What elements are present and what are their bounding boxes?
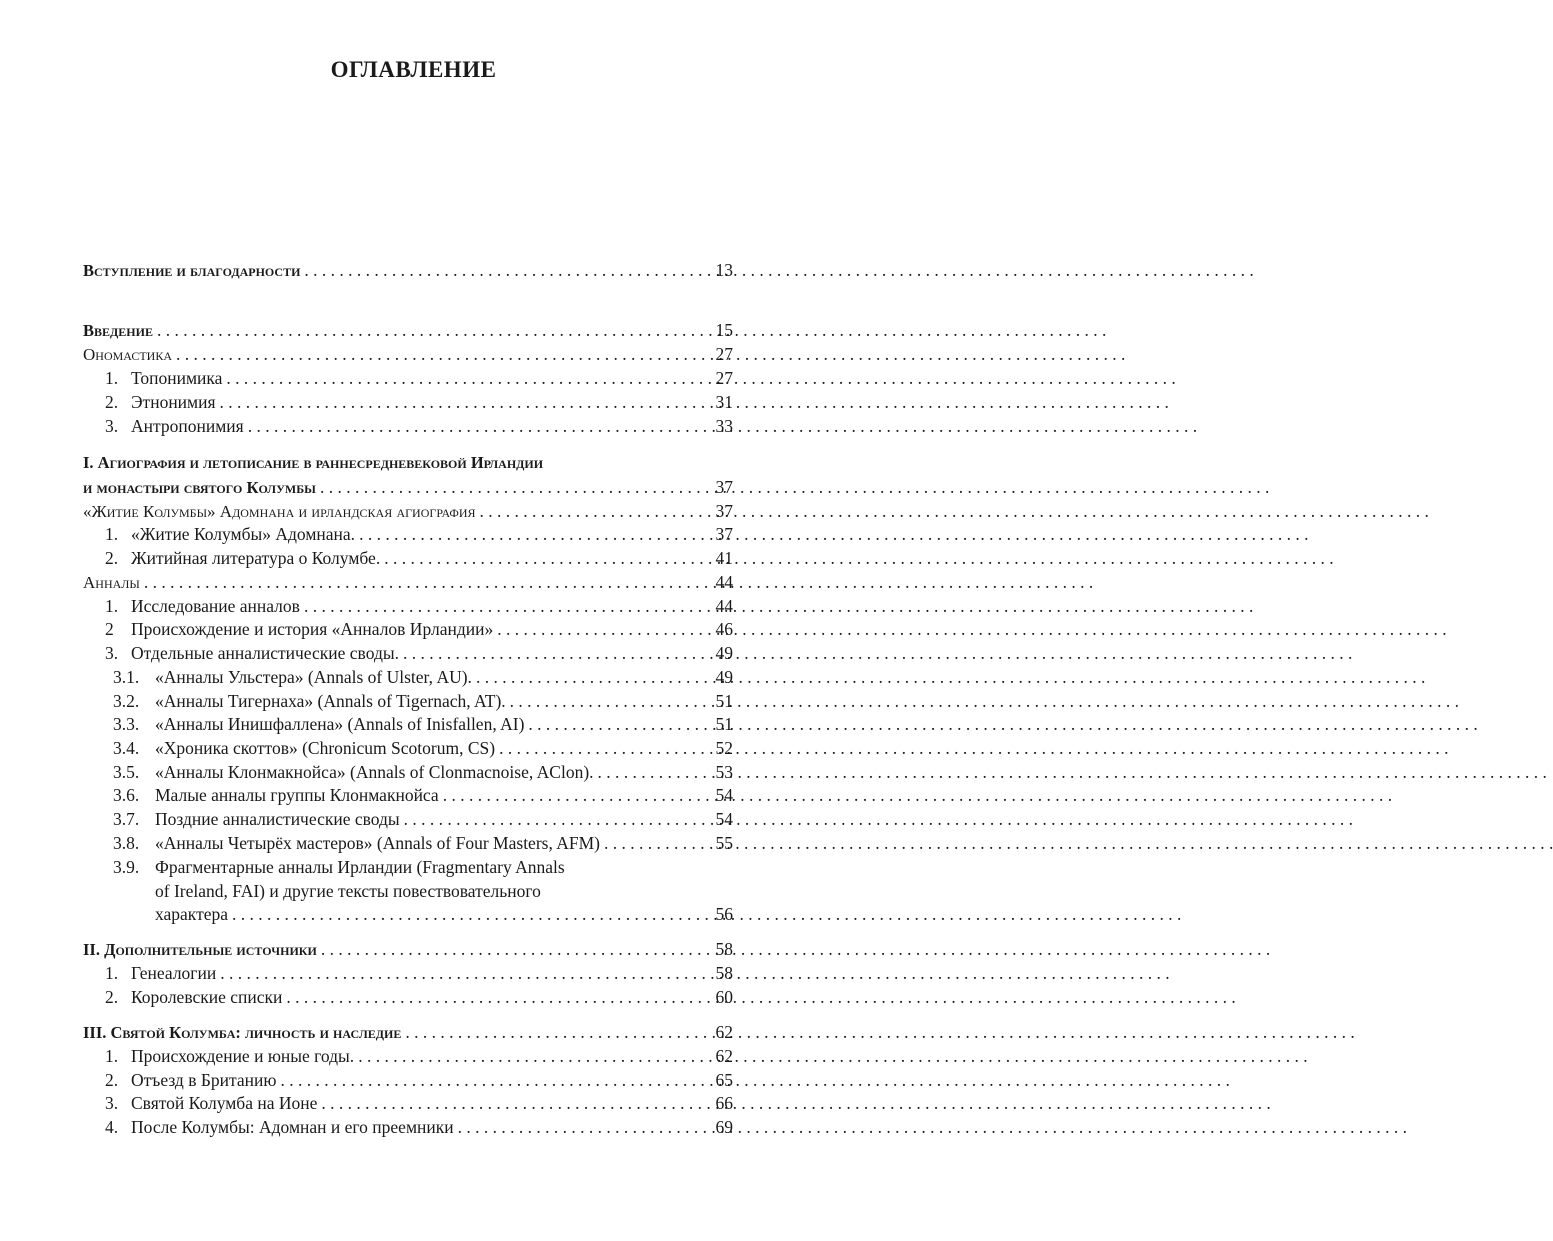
entry-label: «Анналы Четырёх мастеров» (Annals of Four Masters, AFM) bbox=[155, 833, 601, 853]
entry-number: 1. bbox=[105, 963, 119, 983]
leader-dots bbox=[399, 641, 703, 665]
leader-dots bbox=[282, 985, 703, 1009]
entry-label: Житийная литература о Колумбе. bbox=[131, 548, 381, 568]
leader-dots bbox=[276, 1068, 703, 1092]
page-number: 62 bbox=[715, 1022, 733, 1042]
entry-label: Малые анналы группы Клонмакнойса bbox=[155, 785, 439, 805]
entry-number: 3.3. bbox=[113, 714, 140, 734]
page-number: 13 bbox=[715, 260, 733, 280]
entry-label: Введение bbox=[83, 321, 153, 340]
entry-label: характера bbox=[155, 904, 229, 924]
page-number: 44 bbox=[715, 596, 733, 616]
entry-label: «Анналы Клонмакнойса» (Annals of Clonmacnoise, AClon). bbox=[155, 762, 594, 782]
toc-entry-annals-research[interactable] bbox=[105, 594, 733, 618]
page-number: 37 bbox=[715, 477, 733, 497]
entry-number: 2. bbox=[105, 987, 119, 1007]
entry-label: II. Дополнительные источники bbox=[83, 940, 317, 959]
toc-entry-late-annals[interactable] bbox=[113, 807, 733, 831]
leader-dots bbox=[172, 342, 703, 366]
page-number: 54 bbox=[715, 785, 733, 805]
leader-dots bbox=[140, 570, 703, 594]
toc-entry-aclon[interactable] bbox=[113, 760, 733, 784]
leader-dots bbox=[153, 318, 703, 342]
page-number: 46 bbox=[715, 619, 733, 639]
page-number: 52 bbox=[715, 738, 733, 758]
page-number: 60 bbox=[715, 987, 733, 1007]
page-number: 58 bbox=[715, 939, 733, 959]
toc-entry-at[interactable] bbox=[113, 689, 733, 713]
leader-dots bbox=[594, 760, 703, 784]
page-number: 49 bbox=[715, 643, 733, 663]
page-number: 37 bbox=[715, 501, 733, 521]
entry-label: Генеалогии bbox=[131, 963, 217, 983]
entry-label: Королевские списки bbox=[131, 987, 283, 1007]
toc-entry-au[interactable] bbox=[113, 665, 733, 689]
leader-dots bbox=[600, 831, 703, 855]
toc-entry-ai[interactable] bbox=[113, 712, 733, 736]
leader-dots bbox=[216, 961, 703, 985]
entry-label: «Житие Колумбы» Адомнана и ирландская агиография bbox=[83, 502, 476, 521]
toc-entry-vita-section[interactable] bbox=[83, 499, 733, 523]
toc-entry-part1-title-cont[interactable] bbox=[83, 475, 733, 499]
page-number: 37 bbox=[715, 524, 733, 544]
page-number: 41 bbox=[715, 548, 733, 568]
page-number: 15 bbox=[715, 320, 733, 340]
leader-dots bbox=[317, 1091, 703, 1115]
toc-entry-anthroponymy[interactable] bbox=[105, 414, 733, 438]
page-number: 65 bbox=[715, 1070, 733, 1090]
entry-label: «Хроника скоттов» (Chronicum Scotorum, CS) bbox=[155, 738, 496, 758]
entry-label: Происхождение и юные годы. bbox=[131, 1046, 355, 1066]
entry-label: Фрагментарные анналы Ирландии (Fragmentary Annals bbox=[155, 857, 565, 877]
leader-dots bbox=[495, 736, 703, 760]
entry-number: 1. bbox=[105, 368, 119, 388]
page-title: ОГЛАВЛЕНИЕ bbox=[330, 57, 497, 82]
entry-label: Святой Колумба на Ионе bbox=[131, 1093, 318, 1113]
entry-number: 3.9. bbox=[113, 857, 140, 877]
toc-entry-toponymy[interactable] bbox=[105, 366, 733, 390]
entry-number: 4. bbox=[105, 1117, 119, 1137]
page-number: 27 bbox=[715, 368, 733, 388]
page-number: 53 bbox=[715, 762, 733, 782]
leader-dots bbox=[300, 594, 703, 618]
toc-entry-fai[interactable] bbox=[113, 855, 733, 879]
page-number: 62 bbox=[715, 1046, 733, 1066]
entry-label: «Анналы Инишфаллена» (Annals of Inisfallen, AI) bbox=[155, 714, 525, 734]
leader-dots bbox=[400, 807, 703, 831]
leader-dots bbox=[454, 1115, 703, 1139]
entry-label: Анналы bbox=[83, 573, 140, 592]
entry-number: 3.7. bbox=[113, 809, 140, 829]
entry-label: Исследование анналов bbox=[131, 596, 300, 616]
entry-number: 3. bbox=[105, 1093, 119, 1113]
leader-dots bbox=[439, 783, 703, 807]
entry-number: 2. bbox=[105, 392, 119, 412]
toc-entry-part2[interactable] bbox=[83, 937, 733, 961]
entry-label: Этнонимия bbox=[131, 392, 216, 412]
toc-entry-onomastics[interactable] bbox=[83, 342, 733, 366]
leader-dots bbox=[380, 546, 703, 570]
entry-label: Топонимика bbox=[131, 368, 223, 388]
toc-entry-part1-title[interactable] bbox=[83, 451, 733, 475]
toc-entry-part3[interactable] bbox=[83, 1020, 733, 1044]
toc-entry-introduction[interactable] bbox=[83, 318, 733, 342]
entry-label: Отдельные анналистические своды. bbox=[131, 643, 399, 663]
toc-entry-annals[interactable] bbox=[83, 570, 733, 594]
page-number: 44 bbox=[715, 572, 733, 592]
leader-dots bbox=[300, 258, 703, 282]
entry-label: и монастыри святого Колумбы bbox=[83, 478, 316, 497]
page-number: 54 bbox=[715, 809, 733, 829]
leader-dots bbox=[355, 522, 703, 546]
toc-entry-departure[interactable] bbox=[105, 1068, 733, 1092]
entry-label: of Ireland, FAI) и другие тексты повествовательного bbox=[155, 881, 541, 901]
toc-entry-vita-adomnan[interactable] bbox=[105, 522, 733, 546]
toc-entry-intro-thanks[interactable] bbox=[83, 258, 733, 282]
page-number: 33 bbox=[715, 416, 733, 436]
toc-entry-king-lists[interactable] bbox=[105, 985, 733, 1009]
entry-label: Вступление и благодарности bbox=[83, 261, 301, 280]
entry-label: Антропонимия bbox=[131, 416, 244, 436]
entry-number: 3.4. bbox=[113, 738, 140, 758]
page-number: 55 bbox=[715, 833, 733, 853]
toc-entry-cs[interactable] bbox=[113, 736, 733, 760]
toc-entry-annals-collections[interactable] bbox=[105, 641, 733, 665]
page-number: 51 bbox=[715, 691, 733, 711]
entry-number: 1. bbox=[105, 1046, 119, 1066]
leader-dots bbox=[244, 414, 703, 438]
page-number: 58 bbox=[715, 963, 733, 983]
entry-number: 3. bbox=[105, 416, 119, 436]
toc-entry-fai-cont[interactable] bbox=[155, 879, 733, 903]
entry-label: «Анналы Ульстера» (Annals of Ulster, AU). bbox=[155, 667, 472, 687]
leader-dots bbox=[493, 617, 703, 641]
leader-dots bbox=[506, 689, 703, 713]
entry-number: 3.1. bbox=[113, 667, 140, 687]
leader-dots bbox=[316, 475, 703, 499]
toc-entry-ethnonymy[interactable] bbox=[105, 390, 733, 414]
leader-dots bbox=[524, 712, 703, 736]
entry-number: 3.6. bbox=[113, 785, 140, 805]
leader-dots bbox=[401, 1020, 703, 1044]
entry-label: «Житие Колумбы» Адомнана. bbox=[131, 524, 356, 544]
entry-number: 3.2. bbox=[113, 691, 140, 711]
entry-label: III. Святой Колумба: личность и наследие bbox=[83, 1023, 402, 1042]
page-number: 56 bbox=[715, 904, 733, 924]
entry-number: 2. bbox=[105, 548, 119, 568]
toc-entry-minor-annals[interactable] bbox=[113, 783, 733, 807]
entry-label: I. Агиография и летописание в раннесредневековой Ирландии bbox=[83, 453, 544, 472]
leader-dots bbox=[317, 937, 703, 961]
entry-label: «Анналы Тигернаха» (Annals of Tigernach, AT). bbox=[155, 691, 506, 711]
toc-entry-annals-origin[interactable] bbox=[105, 617, 733, 641]
page-number: 51 bbox=[715, 714, 733, 734]
page-number: 66 bbox=[715, 1093, 733, 1113]
entry-number: 1. bbox=[105, 524, 119, 544]
page-number: 27 bbox=[715, 344, 733, 364]
toc-entry-iona[interactable] bbox=[105, 1091, 733, 1115]
entry-number: 3.8. bbox=[113, 833, 140, 853]
entry-label: После Колумбы: Адомнан и его преемники bbox=[131, 1117, 454, 1137]
leader-dots bbox=[228, 902, 703, 926]
leader-dots bbox=[354, 1044, 703, 1068]
page-number: 49 bbox=[715, 667, 733, 687]
entry-label: Ономастика bbox=[83, 345, 173, 364]
toc-entry-hagiography[interactable] bbox=[105, 546, 733, 570]
entry-label: Отъезд в Британию bbox=[131, 1070, 277, 1090]
page-number: 69 bbox=[715, 1117, 733, 1137]
toc-entry-fai-end[interactable] bbox=[155, 902, 733, 926]
page-number: 31 bbox=[715, 392, 733, 412]
entry-number: 3.5. bbox=[113, 762, 140, 782]
leader-dots bbox=[222, 366, 703, 390]
entry-label: Происхождение и история «Анналов Ирландии» bbox=[131, 619, 494, 639]
leader-dots bbox=[476, 499, 703, 523]
entry-number: 3. bbox=[105, 643, 119, 663]
toc-entry-genealogies[interactable] bbox=[105, 961, 733, 985]
entry-number: 2. bbox=[105, 1070, 119, 1090]
leader-dots bbox=[216, 390, 703, 414]
toc-entry-origin-youth[interactable] bbox=[105, 1044, 733, 1068]
entry-number: 1. bbox=[105, 596, 119, 616]
entry-number: 2 bbox=[105, 619, 114, 639]
entry-label: Поздние анналистические своды bbox=[155, 809, 400, 829]
toc-entry-afm[interactable] bbox=[113, 831, 733, 855]
leader-dots bbox=[472, 665, 703, 689]
toc-entry-after-columba[interactable] bbox=[105, 1115, 733, 1139]
